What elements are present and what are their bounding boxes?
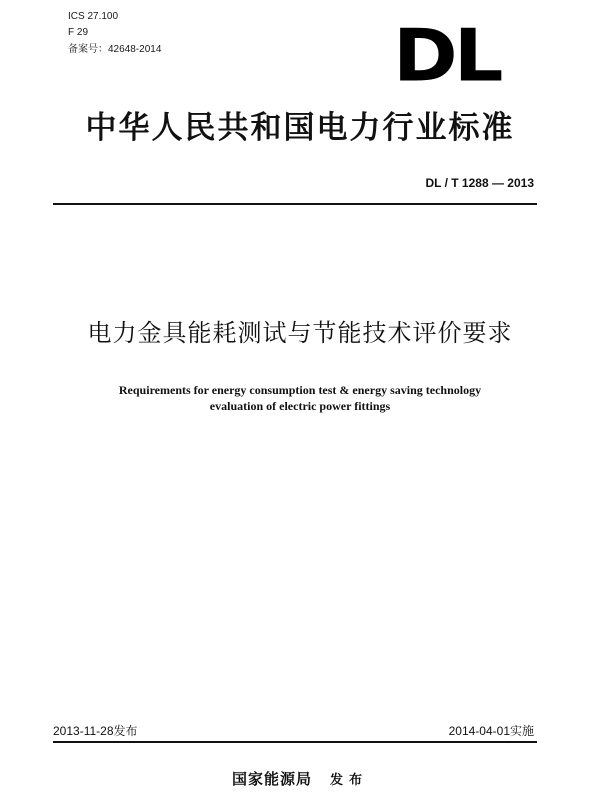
implementation-date: 2014-04-01实施 [448,724,534,738]
bottom-divider [53,741,537,743]
document-title-cn: 电力金具能耗测试与节能技术评价要求 [87,319,513,347]
top-divider [53,203,537,205]
publisher-verb: 发布 [330,773,369,788]
document-title-en-line1: Requirements for energy consumption test & energy saving technology [118,383,482,397]
classification-code: F 29 [68,27,89,38]
industry-standard-title: 中华人民共和国电力行业标准 [85,110,515,146]
ics-code: ICS 27.100 [68,11,119,22]
publisher-name: 国家能源局 [231,770,312,788]
issue-date: 2013-11-28发布 [53,724,138,738]
document-title-en-line2: evaluation of electric power fittings [209,399,391,413]
record-number: 备案号：42648-2014 [68,44,162,55]
standard-number: DL / T 1288 — 2013 [425,176,534,190]
dl-logo: DL [393,14,500,99]
publisher [40,770,560,790]
